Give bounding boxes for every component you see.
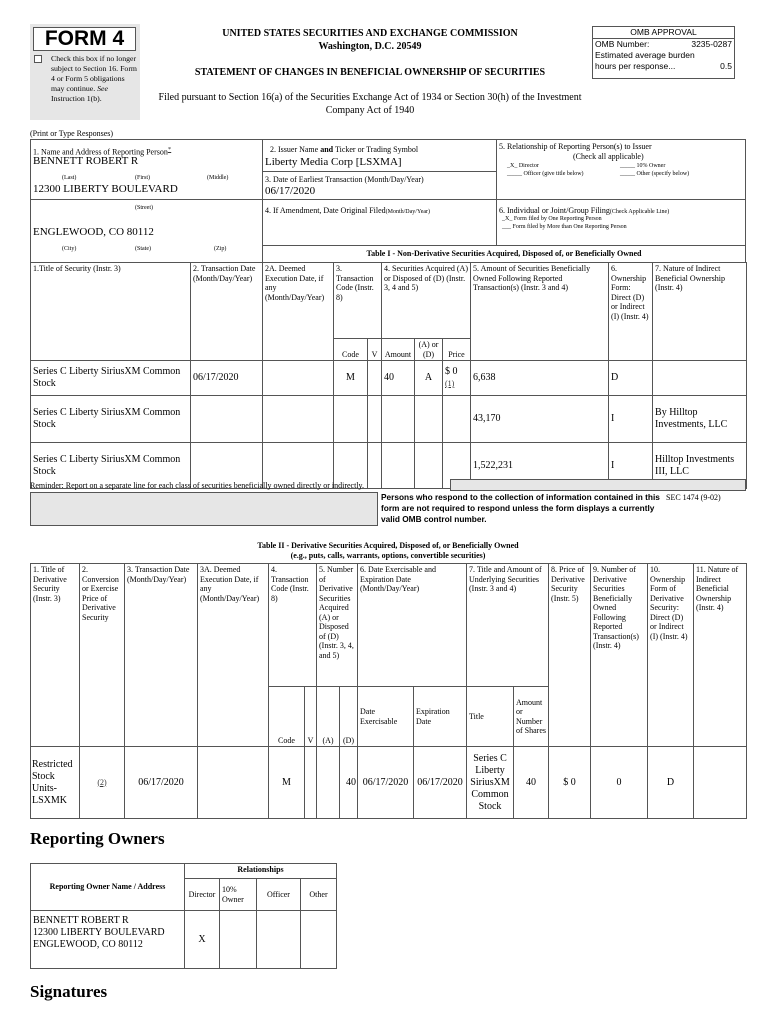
table-row <box>31 396 747 443</box>
t2-header-owned: 9. Number of Derivative Securities Beneficially Owned Following Reported Transaction(s) (Instr. 4) <box>591 564 648 747</box>
reporting-owners-table <box>30 863 337 969</box>
omb-burden-label: Estimated average burden <box>595 50 695 60</box>
persons-respond-notice: Persons who respond to the collection of information contained in this form are not required to respond unless the form displays a currently valid OMB control number. <box>381 492 660 524</box>
t2-row-d: 40 <box>340 747 358 819</box>
box2-label: 2. Issuer Name and Ticker or Trading Symbol <box>270 145 419 154</box>
t2-row-deemed <box>198 747 269 819</box>
t1-header-nature: 7. Nature of Indirect Beneficial Ownership (Instr. 4) <box>653 263 747 361</box>
signatures-heading: Signatures <box>30 982 108 1001</box>
t1-row-nature: Hilltop Investments III, LLC <box>653 443 747 489</box>
reporting-person-city: ENGLEWOOD, CO 80112 <box>33 226 154 238</box>
t1-row-form: I <box>609 443 653 489</box>
middle-label: (Middle) <box>207 175 229 181</box>
t1-subheader-price: Price <box>443 339 471 361</box>
t1-row-aord <box>415 396 443 443</box>
t2-subheader-a: (A) <box>317 687 340 747</box>
zip-label: (Zip) <box>214 246 227 252</box>
state-label: (State) <box>135 246 151 252</box>
t2-header-deemed: 3A. Deemed Execution Date, if any (Month/Day/Year) <box>198 564 269 747</box>
t2-header-number: 5. Number of Derivative Securities Acquired (A) or Disposed of (D) (Instr. 3, 4, and 5) <box>317 564 358 687</box>
omb-number: 3235-0287 <box>691 39 732 49</box>
t1-subheader-code: Code <box>334 339 368 361</box>
t2-row-nature <box>694 747 747 819</box>
ten-percent-header: 10% Owner <box>220 879 257 911</box>
box6-label: 6. Individual or Joint/Group Filing(Check Applicable Line) <box>499 206 670 215</box>
t1-row-v <box>368 396 382 443</box>
owner-name: BENNETT ROBERT R <box>33 915 129 926</box>
table-row <box>31 361 747 396</box>
director-option: _X_ Director <box>507 163 539 169</box>
reminder-box <box>30 492 378 526</box>
statement-title: STATEMENT OF CHANGES IN BENEFICIAL OWNERSHIP OF SECURITIES <box>194 67 546 78</box>
t1-row-title: Series C Liberty SiriusXM Common Stock <box>31 396 191 443</box>
table-row <box>31 747 747 819</box>
omb-approval-box <box>592 26 735 79</box>
t2-row-form: D <box>648 747 694 819</box>
sec-form-code: SEC 1474 (9-02) <box>666 493 721 502</box>
t1-row-date <box>191 396 263 443</box>
t1-row-v <box>368 361 382 396</box>
t1-row-amount <box>382 443 415 489</box>
reminder-text: Reminder: Report on a separate line for each class of securities beneficially owned directly or indirectly. <box>30 481 365 490</box>
owner-city: ENGLEWOOD, CO 80112 <box>33 939 143 950</box>
t1-header-acquired: 4. Securities Acquired (A) or Disposed of (D) (Instr. 3, 4 and 5) <box>382 263 471 339</box>
issuer-name: Liberty Media Corp [LSXMA] <box>265 156 402 168</box>
table2-title: Table II - Derivative Securities Acquired, Disposed of, or Beneficially Owned <box>257 541 519 550</box>
t1-header-form: 6. Ownership Form: Direct (D) or Indirect (I) (Instr. 4) <box>609 263 653 361</box>
agency-name: UNITED STATES SECURITIES AND EXCHANGE COMMISSION <box>222 28 518 39</box>
t1-row-aord <box>415 443 443 489</box>
reporting-person-name: BENNETT ROBERT R <box>33 155 139 167</box>
reporting-owners-heading: Reporting Owners <box>30 829 165 848</box>
t1-row-amount: 40 <box>382 361 415 396</box>
t1-row-price: $ 0 <box>445 366 458 377</box>
box3-label: 3. Date of Earliest Transaction (Month/Day/Year) <box>265 175 424 184</box>
t2-row-price: $ 0 <box>549 747 591 819</box>
table2 <box>30 563 747 819</box>
t1-row-deemed <box>263 361 334 396</box>
t1-header-deemed: 2A. Deemed Execution Date, if any (Month/Day/Year) <box>263 263 334 361</box>
t2-header-conversion: 2. Conversion or Exercise Price of Derivative Security <box>80 564 125 747</box>
one-person-option: _X_ Form filed by One Reporting Person <box>502 216 602 222</box>
more-persons-option: ___ Form filed by More than One Reporting Person <box>502 224 627 230</box>
t2-subheader-expiration: Expiration Date <box>414 687 467 747</box>
t1-row-price <box>443 396 471 443</box>
omb-title: OMB APPROVAL <box>593 27 734 39</box>
t2-row-a <box>317 747 340 819</box>
t2-header-title: 1. Title of Derivative Security (Instr. 3) <box>31 564 80 747</box>
t2-row-underlying-amount: 40 <box>514 747 549 819</box>
owner-street: 12300 LIBERTY BOULEVARD <box>33 927 165 938</box>
t2-row-v <box>305 747 317 819</box>
earliest-transaction-date: 06/17/2020 <box>265 185 316 197</box>
t1-row-amount <box>382 396 415 443</box>
t1-row-owned: 43,170 <box>471 396 609 443</box>
filed-pursuant-text: Filed pursuant to Section 16(a) of the Securities Exchange Act of 1934 or Section 30(h) of the Investment Company Act of 1940 <box>158 92 582 116</box>
t1-row-owned: 1,522,231 <box>471 443 609 489</box>
t1-header-title: 1.Title of Security (Instr. 3) <box>31 263 191 361</box>
reporting-person-street: 12300 LIBERTY BOULEVARD <box>33 183 178 195</box>
t1-row-title: Series C Liberty SiriusXM Common Stock <box>31 361 191 396</box>
owner-director-mark: X <box>185 911 220 969</box>
city-label: (City) <box>62 246 77 252</box>
reminder-field <box>450 479 746 491</box>
t1-subheader-aord: (A) or (D) <box>415 339 443 361</box>
table1 <box>30 262 747 489</box>
t2-header-code: 4. Transaction Code (Instr. 8) <box>269 564 317 687</box>
t2-row-owned: 0 <box>591 747 648 819</box>
t2-row-title: Restricted Stock Units-LSXMK <box>31 747 80 819</box>
omb-hours: 0.5 <box>720 61 732 71</box>
footnote-link[interactable]: (1) <box>445 379 455 388</box>
last-label: (Last) <box>62 175 77 181</box>
t1-row-code: M <box>334 361 368 396</box>
t1-row-nature: By Hilltop Investments, LLC <box>653 396 747 443</box>
footnote-link[interactable]: (2) <box>97 777 107 787</box>
box1-label: 1. Name and Address of Reporting Person* <box>33 146 172 157</box>
street-label: (Street) <box>135 205 153 211</box>
t2-subheader-title: Title <box>467 687 514 747</box>
other-option: _____ Other (specify below) <box>620 171 690 177</box>
t1-header-code: 3. Transaction Code (Instr. 8) <box>334 263 382 339</box>
t2-subheader-date-exercisable: Date Exercisable <box>358 687 414 747</box>
t2-row-code: M <box>269 747 305 819</box>
box5-label: 5. Relationship of Reporting Person(s) to Issuer <box>499 142 652 151</box>
t1-row-form: I <box>609 396 653 443</box>
ten-percent-option: _____ 10% Owner <box>620 163 666 169</box>
t2-row-underlying-title: Series C Liberty SiriusXM Common Stock <box>467 747 514 819</box>
t2-header-price: 8. Price of Derivative Security (Instr. 5) <box>549 564 591 747</box>
t2-header-underlying: 7. Title and Amount of Underlying Securities (Instr. 3 and 4) <box>467 564 549 687</box>
t2-header-exercisable: 6. Date Exercisable and Expiration Date (Month/Day/Year) <box>358 564 467 687</box>
officer-header: Officer <box>257 879 301 911</box>
first-label: (First) <box>135 175 150 181</box>
t1-row-form: D <box>609 361 653 396</box>
t1-row-v <box>368 443 382 489</box>
checkbox-text: Check this box if no longer subject to Section 16. Form 4 or Form 5 obligations may continue. See Instruction 1(b). <box>51 54 137 103</box>
t2-row-exercisable: 06/17/2020 <box>358 747 414 819</box>
t2-row-expiration: 06/17/2020 <box>414 747 467 819</box>
t2-subheader-amount: Amount or Number of Shares <box>514 687 549 747</box>
owner-name-header: Reporting Owner Name / Address <box>31 864 185 911</box>
t1-row-code <box>334 396 368 443</box>
table2-subtitle: (e.g., puts, calls, warrants, options, convertible securities) <box>290 551 486 560</box>
check-all-label: (Check all applicable) <box>573 152 644 161</box>
owner-name-address <box>31 911 185 969</box>
t2-header-date: 3. Transaction Date (Month/Day/Year) <box>125 564 198 747</box>
t2-header-nature: 11. Nature of Indirect Beneficial Ownership (Instr. 4) <box>694 564 747 747</box>
table-row <box>31 911 337 969</box>
other-header: Other <box>301 879 337 911</box>
table1-title: Table I - Non-Derivative Securities Acquired, Disposed of, or Beneficially Owned <box>366 249 642 258</box>
t1-header-owned: 5. Amount of Securities Beneficially Owned Following Reported Transaction(s) (Instr. 3 and 4) <box>471 263 609 361</box>
t2-row-date: 06/17/2020 <box>125 747 198 819</box>
t1-row-date: 06/17/2020 <box>191 361 263 396</box>
omb-hours-label: hours per response... <box>595 61 676 71</box>
omb-number-label: OMB Number: <box>595 39 650 49</box>
relationships-header: Relationships <box>185 864 337 879</box>
t1-row-title: Series C Liberty SiriusXM Common Stock <box>31 443 191 489</box>
t1-subheader-v: V <box>368 339 382 361</box>
t1-header-date: 2. Transaction Date (Month/Day/Year) <box>191 263 263 361</box>
t2-subheader-v: V <box>305 687 317 747</box>
t2-header-form: 10. Ownership Form of Derivative Security: Direct (D) or Indirect (I) (Instr. 4) <box>648 564 694 747</box>
officer-option: _____ Officer (give title below) <box>507 171 584 177</box>
t1-row-owned: 6,638 <box>471 361 609 396</box>
print-or-type: (Print or Type Responses) <box>30 129 114 138</box>
t2-subheader-code: Code <box>269 687 305 747</box>
t1-subheader-amount: Amount <box>382 339 415 361</box>
t2-subheader-d: (D) <box>340 687 358 747</box>
t1-row-deemed <box>263 396 334 443</box>
agency-location: Washington, D.C. 20549 <box>318 41 422 52</box>
director-header: Director <box>185 879 220 911</box>
t1-row-aord: A <box>415 361 443 396</box>
box4-label: 4. If Amendment, Date Original Filed(Month/Day/Year) <box>265 206 431 215</box>
form-title: FORM 4 <box>33 27 136 51</box>
t1-row-nature <box>653 361 747 396</box>
no-longer-subject-checkbox[interactable] <box>34 55 42 63</box>
